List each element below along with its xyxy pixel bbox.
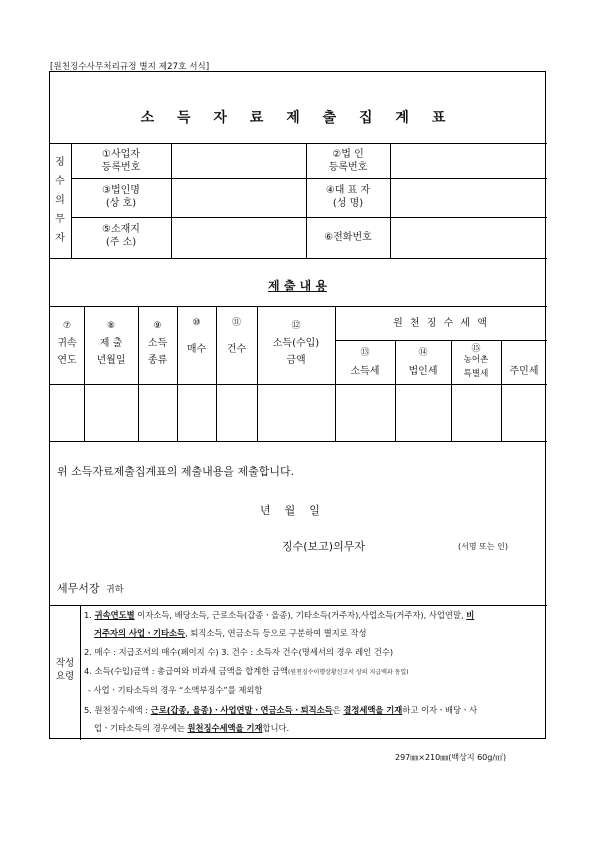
col-resident-tax: 주민세 <box>509 366 539 377</box>
note-5b: 업ㆍ기타소득의 경우에는 원천징수세액을 기재합니다. <box>94 723 290 733</box>
form-table <box>49 71 546 739</box>
note-4a: 4. 소득(수입)금액 : 총급여와 비과세 금액을 합계한 금액(원천징수이행상황신고서 상의 지급액과 동일) <box>84 666 409 676</box>
col-income-type: ⑨ 소득 종류 <box>147 321 168 366</box>
divider <box>335 340 547 341</box>
col-page-count: ⑩ 매수 <box>186 318 207 355</box>
corporate-number-field[interactable] <box>391 144 546 177</box>
representative-label: ④대 표 자 (성 명) <box>325 185 371 209</box>
notes-label: 작성 요령 <box>55 658 75 682</box>
col-submission-date: ⑧ 제 출 년월일 <box>96 321 126 366</box>
note-1b: 거주자의 사업ㆍ기타소득, 퇴직소득, 연금소득 등으로 구분하여 별지로 작성 <box>94 628 367 638</box>
note-5a: 5. 원천징수세액 : 근로(갑종, 을종)ㆍ사업연말ㆍ연금소득ㆍ퇴직소득은 결정세액을 기재하고 이자ㆍ배당ㆍ사 <box>84 705 478 715</box>
col-case-count: ⑪ 건수 <box>226 318 247 355</box>
form-label: [원천징수사무처리규정 별지 제27호 서식] <box>50 62 210 72</box>
corporate-name-field[interactable] <box>172 179 305 216</box>
date-line: 년 월 일 <box>260 504 320 517</box>
recipient-label: 세무서장 귀하 <box>57 582 124 595</box>
cell-case-count[interactable] <box>217 385 257 440</box>
divider <box>50 306 547 307</box>
col-attribution-year: ⑦ 귀속 연도 <box>57 321 77 366</box>
note-2-3: 2. 매수 : 지급조서의 매수(페이지 수) 3. 건수 : 소득자 건수(명세서의 경우 레인 건수) <box>84 647 394 657</box>
corporate-name-label: ③법인명 (상 호) <box>102 185 140 209</box>
note-4b: - 사업ㆍ기타소득의 경우 “소액부징수”를 제외함 <box>88 685 263 695</box>
address-field[interactable] <box>172 218 305 257</box>
col-rural-special-tax: ⑮ 농어촌 특별세 <box>463 344 489 379</box>
col-income-amount: ⑫ 소득(수입) 금액 <box>272 321 320 366</box>
divider <box>50 441 547 442</box>
address-label: ⑤소재지 (주 소) <box>102 224 140 248</box>
phone-field[interactable] <box>391 218 546 257</box>
corporate-number-label: ②법 인 등록번호 <box>328 149 368 173</box>
representative-field[interactable] <box>391 179 546 216</box>
business-number-label: ①사업자 등록번호 <box>101 149 141 173</box>
cell-income-type[interactable] <box>139 385 177 440</box>
cell-page-count[interactable] <box>178 385 216 440</box>
submission-section-title: 제 출 내 용 <box>268 279 327 293</box>
signer-label: 징수(보고)의무자 <box>282 540 365 553</box>
phone-label: ⑥전화번호 <box>324 232 372 243</box>
cell-corporate-tax[interactable] <box>396 385 451 440</box>
col-corporate-tax: ⑭ 법인세 <box>408 348 438 377</box>
declaration-text: 위 소득자료제출집계표의 제출내용을 제출합니다. <box>57 465 295 478</box>
col-income-tax: ⑬ 소득세 <box>350 348 380 377</box>
cell-income-amount[interactable] <box>258 385 335 440</box>
divider <box>80 605 81 740</box>
cell-submission-date[interactable] <box>85 385 138 440</box>
cell-income-tax[interactable] <box>336 385 395 440</box>
business-number-field[interactable] <box>172 144 305 177</box>
withholding-tax-header: 원 천 징 수 세 액 <box>393 318 489 329</box>
divider <box>50 605 547 606</box>
paper-spec: 297㎜×210㎜(백상지 60g/㎡) <box>395 753 507 762</box>
withholder-side-label: 징 수 의 무 자 <box>55 157 65 244</box>
divider <box>50 258 547 259</box>
cell-resident-tax[interactable] <box>502 385 546 440</box>
cell-attribution-year[interactable] <box>51 385 84 440</box>
signature-note: (서명 또는 인) <box>458 542 508 551</box>
cell-rural-special-tax[interactable] <box>452 385 501 440</box>
form-title: 소 득 자 료 제 출 집 계 표 <box>140 110 455 126</box>
note-1a: 1. 귀속연도별 이자소득, 배당소득, 근로소득(갑종ㆍ을종), 기타소득(거주자),사업소득(거주자), 사업연말, 비 <box>84 610 475 620</box>
